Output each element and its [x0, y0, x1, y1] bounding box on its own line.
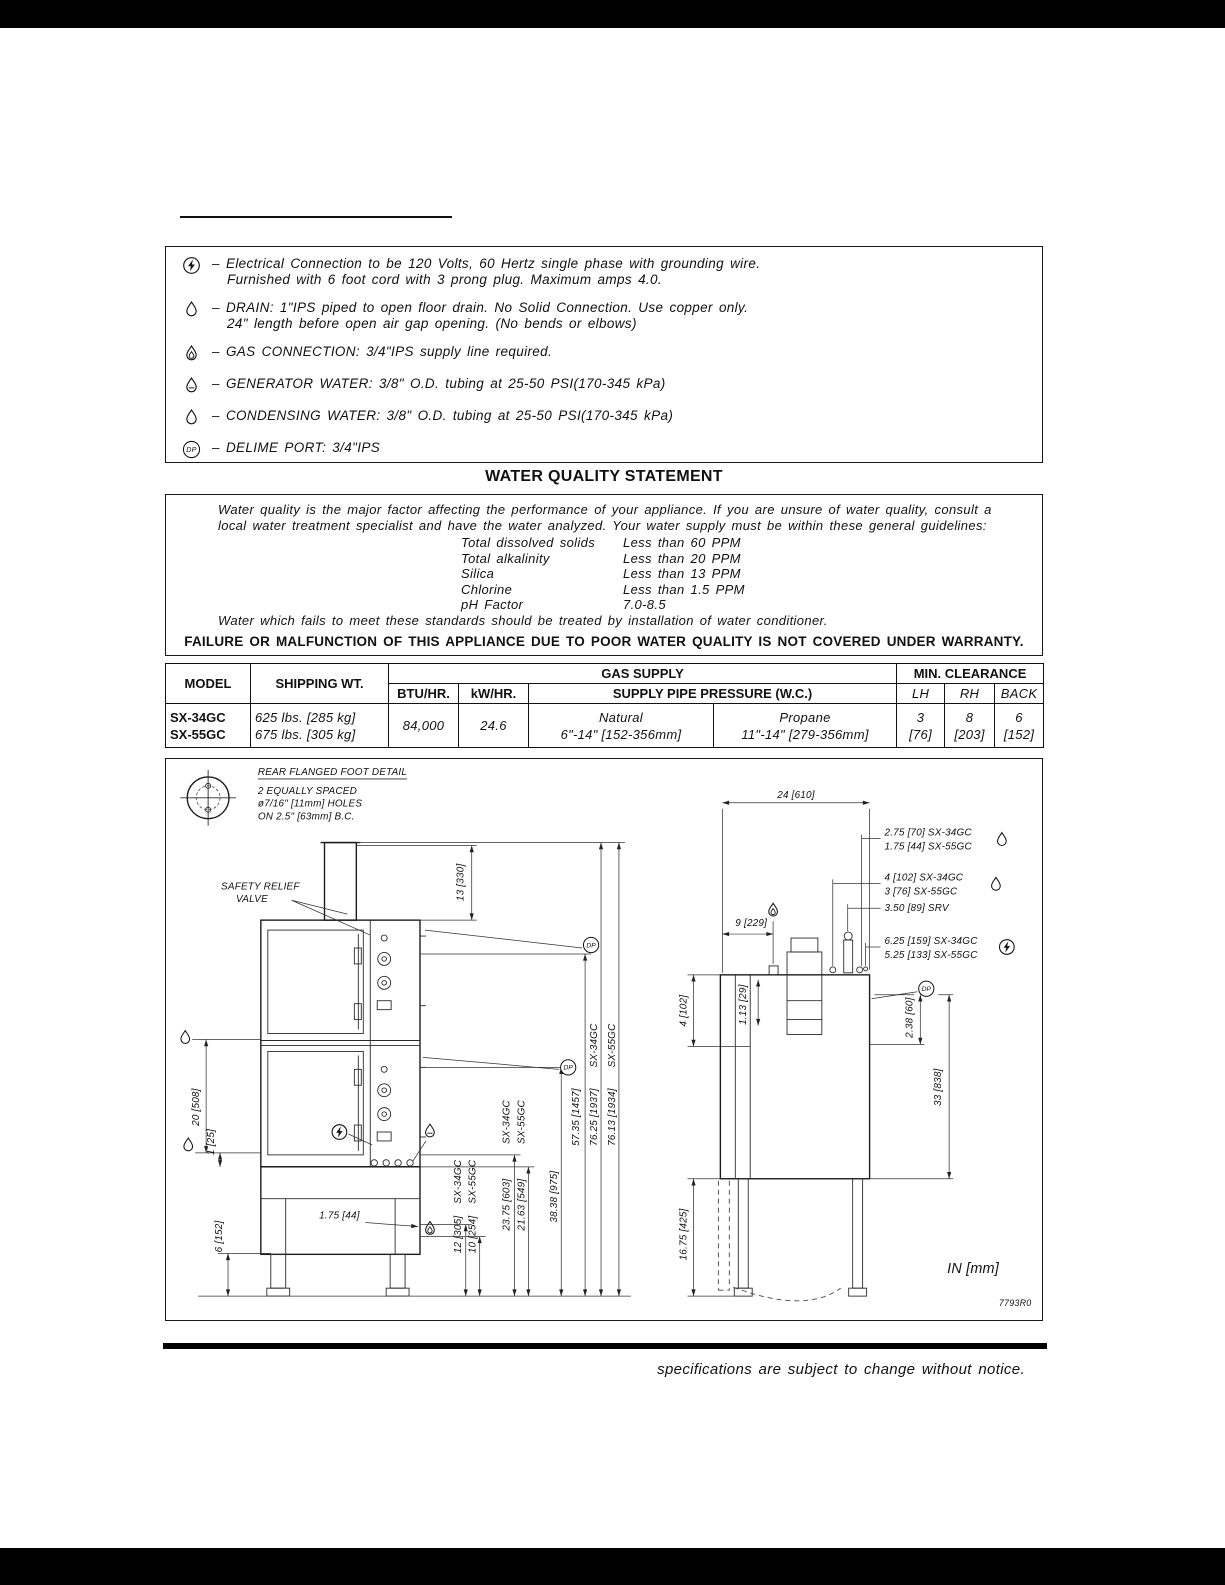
dim-label-175-44-b: 1.75 [44] SX-55GC — [884, 841, 972, 853]
wq-guideline-value: Less than 20 PPM — [623, 550, 741, 566]
dim-label-1-25: 1 [25] — [206, 1128, 218, 1155]
propane-value: 11"-14" [279-356mm] — [741, 726, 869, 742]
dim-label-10-254: 10 [254] — [467, 1215, 479, 1254]
dim-label-1675-425: 16.75 [425] — [678, 1208, 690, 1261]
legend-generator-line1: – GENERATOR WATER: 3/8" O.D. tubing at 25-50 PSI(170-345 kPa) — [212, 376, 666, 391]
cell-rh — [945, 704, 995, 748]
delime-port-icon-1 — [583, 937, 598, 952]
dim-label-9-229: 9 [229] — [735, 918, 768, 930]
rh-in: 8 — [965, 709, 974, 725]
wq-guideline-row — [461, 582, 1042, 598]
electrical-icon-side — [1000, 940, 1015, 955]
header-btu: BTU/HR. — [389, 684, 459, 704]
wq-warning: FAILURE OR MALFUNCTION OF THIS APPLIANCE DUE TO POOR WATER QUALITY IS NOT COVERED UNDER WARRANTY. — [184, 633, 1024, 649]
generator-water-icon-side — [998, 833, 1007, 846]
header-kw: kW/HR. — [459, 684, 529, 704]
cell-btu: 84,000 — [389, 704, 459, 748]
delime-port-icon-2 — [561, 1060, 576, 1075]
header-rh: RH — [945, 684, 995, 704]
cell-models — [166, 704, 251, 748]
drawing-number: 7793R0 — [998, 1298, 1032, 1309]
separator-rule — [163, 1343, 1047, 1349]
dim-label-7613-1934: 76.13 [1934] — [606, 1088, 618, 1146]
model-label-b2: SX-55GC — [516, 1100, 528, 1145]
dim-label-175-44: 1.75 [44] — [319, 1210, 360, 1222]
cell-kw: 24.6 — [459, 704, 529, 748]
dim-label-113-29: 1.13 [29] — [738, 984, 750, 1025]
shipping-sx55gc: 675 lbs. [305 kg] — [255, 726, 356, 742]
wq-intro-line2: local water treatment specialist and have the water analyzed. Your water supply must be within these general guidelines: — [218, 518, 987, 533]
back-mm: [152] — [1003, 726, 1035, 742]
water-quality-title: WATER QUALITY STATEMENT — [485, 468, 723, 485]
generator-water-icon-front — [426, 1124, 435, 1137]
drain-icon — [180, 300, 202, 332]
delime-port-icon-side — [919, 981, 934, 996]
dim-label-4-102-a: 4 [102] SX-34GC — [884, 872, 964, 884]
foot-detail-line1: 2 EQUALLY SPACED — [257, 785, 357, 797]
dim-label-2375-603: 23.75 [603] — [501, 1178, 513, 1231]
dim-label-625-159: 6.25 [159] SX-34GC — [884, 936, 978, 948]
model-label-a2: SX-34GC — [501, 1100, 513, 1145]
wq-guideline-name: Chlorine — [461, 581, 513, 597]
legend-item-gas — [166, 344, 1042, 364]
condensing-water-icon-side — [992, 877, 1001, 890]
wq-guideline-row — [461, 597, 1042, 613]
wq-guideline-row — [461, 566, 1042, 582]
dim-label-4-102-b: 4 [102] — [678, 994, 690, 1027]
legend-drain-line2: 24" length before open air gap opening. (No bends or elbows) — [227, 316, 637, 331]
dim-label-3838-975: 38.38 [975] — [549, 1170, 561, 1223]
safety-relief-label-1: SAFETY RELIEF — [221, 881, 300, 893]
dim-label-20-508: 20 [508] — [191, 1088, 203, 1126]
legend-gas-line1: – GAS CONNECTION: 3/4"IPS supply line required. — [212, 344, 553, 359]
heading-rule — [180, 216, 452, 218]
legend-item-drain — [166, 300, 1042, 332]
dim-label-525-133: 5.25 [133] SX-55GC — [884, 949, 978, 961]
header-min-clearance: MIN. CLEARANCE — [897, 664, 1044, 684]
generator-water-icon — [180, 376, 202, 396]
dim-label-350-89: 3.50 [89] SRV — [884, 903, 949, 915]
legend-condensing-line1: – CONDENSING WATER: 3/8" O.D. tubing at 25-50 PSI(170-345 kPa) — [212, 408, 674, 423]
propane-label: Propane — [779, 709, 831, 725]
wq-guideline-name: Total dissolved solids — [461, 535, 596, 550]
legend-electrical-line2: Furnished with 6 foot cord with 3 prong plug. Maximum amps 4.0. — [227, 272, 662, 287]
header-back: BACK — [995, 684, 1044, 704]
legend-item-electrical — [166, 256, 1042, 288]
foot-detail — [180, 767, 407, 826]
cell-propane — [714, 704, 897, 748]
wq-guideline-value: Less than 13 PPM — [623, 566, 741, 581]
dim-label-6-152: 6 [152] — [214, 1220, 226, 1253]
legend-item-delime-port — [166, 440, 1042, 459]
top-scan-bar — [0, 0, 1225, 28]
dim-label-7625-1937: 76.25 [1937] — [589, 1088, 601, 1146]
units-note: IN [mm] — [947, 1261, 999, 1278]
header-model: MODEL — [166, 664, 251, 704]
electrical-icon — [180, 256, 202, 288]
cell-back — [995, 704, 1044, 748]
dim-label-33-838: 33 [838] — [933, 1068, 945, 1106]
dim-label-2163-549: 21.63 [549] — [516, 1178, 528, 1231]
dim-label-12-305: 12 [305] — [452, 1215, 464, 1254]
drawing-svg — [166, 759, 1044, 1319]
electrical-connection-icon-front — [332, 1125, 347, 1140]
natural-value: 6"-14" [152-356mm] — [560, 726, 682, 742]
gas-connection-icon-side — [769, 903, 778, 916]
dim-label-275-70: 2.75 [70] SX-34GC — [884, 827, 972, 839]
legend-item-generator-water — [166, 376, 1042, 396]
wq-guideline-name: pH Factor — [461, 597, 524, 612]
header-lh: LH — [897, 684, 945, 704]
front-view-linework — [261, 843, 426, 1297]
wq-guideline-row — [461, 551, 1042, 567]
natural-label: Natural — [598, 709, 643, 725]
shipping-sx34gc: 625 lbs. [285 kg] — [255, 709, 356, 725]
foot-detail-line3: ON 2.5" [63mm] B.C. — [257, 811, 355, 823]
bottom-scan-bar — [0, 1548, 1225, 1585]
condensing-water-icon — [180, 408, 202, 428]
header-pressure: SUPPLY PIPE PRESSURE (W.C.) — [529, 684, 897, 704]
header-gas-supply: GAS SUPPLY — [389, 664, 897, 684]
dimension-drawing — [165, 758, 1043, 1321]
dim-label-13-330: 13 [330] — [455, 863, 467, 902]
wq-outro: Water which fails to meet these standards should be treated by installation of water conditioner. — [218, 612, 828, 628]
legend-electrical-line1: – Electrical Connection to be 120 Volts, 60 Hertz single phase with grounding wire. — [212, 256, 761, 271]
wq-guideline-row — [461, 535, 1042, 551]
model-label-a1: SX-34GC — [452, 1159, 464, 1204]
water-quality-box — [165, 494, 1043, 656]
spec-table — [165, 663, 1044, 748]
dim-label-24-610: 24 [610] — [777, 789, 815, 801]
cell-lh — [897, 704, 945, 748]
model-label-a3: SX-34GC — [589, 1023, 601, 1068]
wq-guideline-value: Less than 60 PPM — [623, 535, 741, 550]
wq-intro-line1: Water quality is the major factor affecting the performance of your appliance. If you are unsure of water quality, consult a — [218, 502, 992, 517]
foot-detail-title: REAR FLANGED FOOT DETAIL — [257, 766, 408, 778]
lh-mm: [76] — [909, 726, 932, 742]
model-label-b3: SX-55GC — [606, 1023, 618, 1068]
wq-guideline-name: Silica — [461, 566, 495, 581]
wq-guidelines — [461, 535, 1042, 613]
condensing-water-icon-front — [184, 1138, 193, 1151]
drain-icon-front — [181, 1031, 190, 1044]
legend-delime-line1: – DELIME PORT: 3/4"IPS — [212, 440, 381, 455]
cell-natural — [529, 704, 714, 748]
rh-mm: [203] — [954, 726, 985, 742]
connection-legend — [165, 246, 1043, 463]
wq-guideline-name: Total alkalinity — [461, 550, 550, 566]
legend-drain-line1: – DRAIN: 1"IPS piped to open floor drain. No Solid Connection. Use copper only. — [212, 300, 749, 315]
model-sx34gc: SX-34GC — [170, 709, 226, 725]
model-sx55gc: SX-55GC — [170, 726, 226, 742]
delime-port-icon — [180, 440, 202, 459]
wq-guideline-value: 7.0-8.5 — [623, 597, 666, 612]
model-label-b1: SX-55GC — [467, 1159, 479, 1204]
dim-label-5735-1457: 57.35 [1457] — [571, 1088, 583, 1146]
footer-note: specifications are subject to change without notice. — [657, 1361, 1025, 1378]
lh-in: 3 — [916, 709, 925, 725]
back-in: 6 — [1015, 709, 1023, 725]
legend-item-condensing-water — [166, 408, 1042, 428]
wq-guideline-value: Less than 1.5 PPM — [623, 581, 745, 597]
dim-label-238-60: 2.38 [60] — [904, 997, 916, 1038]
gas-connection-icon — [180, 344, 202, 364]
safety-relief-label-2: VALVE — [235, 894, 268, 906]
dim-label-3-76: 3 [76] SX-55GC — [884, 886, 958, 898]
cell-shipping — [251, 704, 389, 748]
header-shipping: SHIPPING WT. — [251, 664, 389, 704]
gas-connection-icon-front — [426, 1222, 435, 1235]
foot-detail-line2: ø7/16" [11mm] HOLES — [257, 798, 363, 810]
